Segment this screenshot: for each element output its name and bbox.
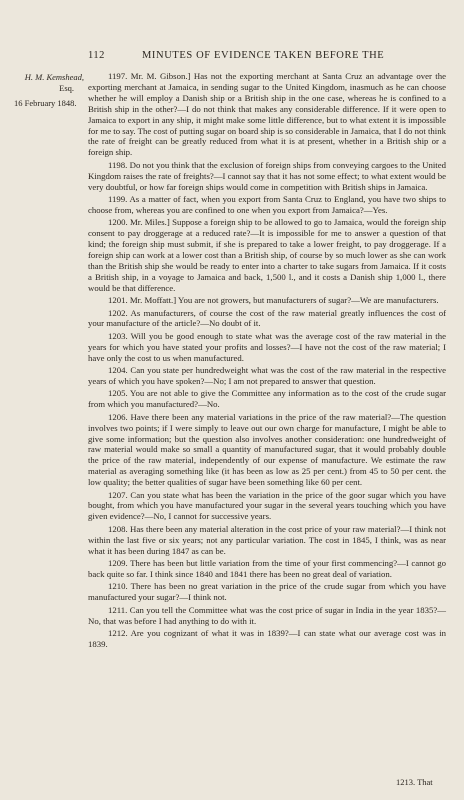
paragraph: 1198. Do not you think that the exclusion of foreign ships from conveying cargoes to the United Kingdom raises the rate of freights?—I cannot say that it has not some effect; to what extent would be very doubtful, or how far foreign ships would come in competition with British ships in Jamaica. xyxy=(88,159,446,192)
page-header xyxy=(0,50,464,64)
paragraph: 1210. There has been no great variation in the price of the crude sugar from which you have manufactured your sugar?—I think not. xyxy=(88,581,446,603)
paragraph: 1201. Mr. Moffatt.] You are not growers, but manufacturers of sugar?—We are manufacturers. xyxy=(108,295,439,306)
evidence-body xyxy=(88,71,446,651)
paragraph: 1208. Has there been any material alteration in the cost price of your raw material?—I think not within the last five or six years; not any particular variation. The cost in 1845, I think, was as near what it has been during 1847 as can be. xyxy=(88,523,446,556)
paragraph: 1204. Can you state per hundredweight what was the cost of the raw material in the respective years of which you have spoken?—No; I am not prepared to answer that question. xyxy=(88,365,446,386)
page-number: 112 xyxy=(88,50,105,61)
hearing-date: 16 February 1848. xyxy=(14,98,77,108)
running-head: MINUTES OF EVIDENCE TAKEN BEFORE THE xyxy=(142,50,385,61)
paragraph: 1207. Can you state what has been the variation in the price of the goor sugar which you have bought, from which you have manufactured your sugar in the several years touching which you have given evidence?—No, I cannot for successive years. xyxy=(88,489,446,522)
paragraph: 1209. There has been but little variation from the time of your first commencing?—I cannot go back quite so far. I think since 1840 and 1841 there has been no great deal of variation. xyxy=(88,557,446,579)
paragraph: 1211. Can you tell the Committee what was the cost price of sugar in India in the year 1835?—No, that was before I had anything to do with it. xyxy=(88,604,446,626)
paragraph: 1197. Mr. M. Gibson.] Has not the exporting merchant at Santa Cruz an advantage over the exporting merchant at Jamaica, in sending sugar to the United Kingdom, inasmuch as he can choose whether he will employ a Danish ship or a British ship in the one case, whereas he is confined to a British ship in the other?—I do not think that makes any considerable difference. If it were open to Jamaica to export in any ship, it might make some little difference, but to what extent it is impossible for me to say. The cost of putting sugar on board ship is so considerable in Jamaica, that I do not think the rate of freight can be greatly reduced from what it is at present, whether in a British ship or a foreign ship. xyxy=(88,71,446,158)
paragraph: 1206. Have there been any material variations in the price of the raw material?—The question involves two points; if I were simply to leave out our own charge for manufacture, I might be able to give some information; but the question also involves another consideration: one hundredweight of raw material would make so small a quantity of manufactured sugar, that it would probably double the price of the raw material, independently of our expense of manufacture. We estimate the raw material as averaging something like (it has been as low as 25 per cent.) from 45 to 50 per cent. the low quality; the better qualities of sugar have been something like 60 per cent. xyxy=(88,411,446,488)
paragraph: 1200. Mr. Miles.] Suppose a foreign ship to be allowed to go to Jamaica, would the foreign ship consent to pay droggerage at a reduced rate?—It is impossible for me to answer a question of that kind; the foreign ship must submit, if she is prepared to take a lower freight, to pay droggerage. If a foreign ship can work at a lower cost than a British ship, of course by so much lower as she can work than the British ship she would be ready to enter into a charter to take sugars from Jamaica. If it costs a British ship, in a voyage to Jamaica and back, 1,500 l., and it costs a Danish ship 1,000 l., there would be that difference. xyxy=(88,217,446,293)
paragraph: 1212. Are you cognizant of what it was in 1839?—I can state what our average cost was in 1839. xyxy=(88,627,446,649)
witness-title: Esq. xyxy=(59,83,74,93)
catchword: 1213. That xyxy=(396,777,433,787)
witness-name: H. M. Kemshead, xyxy=(24,72,84,82)
paragraph: 1202. As manufacturers, of course the cost of the raw material greatly influences the cost of your manufacture of the article?—No doubt of it. xyxy=(88,307,446,329)
paragraph: 1205. You are not able to give the Committee any information as to the cost of the crude sugar from which you manufactured?—No. xyxy=(88,388,446,410)
paragraph: 1203. Will you be good enough to state what was the average cost of the raw material in the years for which you have stated your profits and losses?—I have not the cost of the raw material; I have only the cost to us when manufactured. xyxy=(88,330,446,363)
margin-notes xyxy=(14,72,84,109)
paragraph: 1199. As a matter of fact, when you export from Santa Cruz to England, you have two ships to choose from, whereas you are confined to one when you export from Jamaica?—Yes. xyxy=(88,193,446,215)
